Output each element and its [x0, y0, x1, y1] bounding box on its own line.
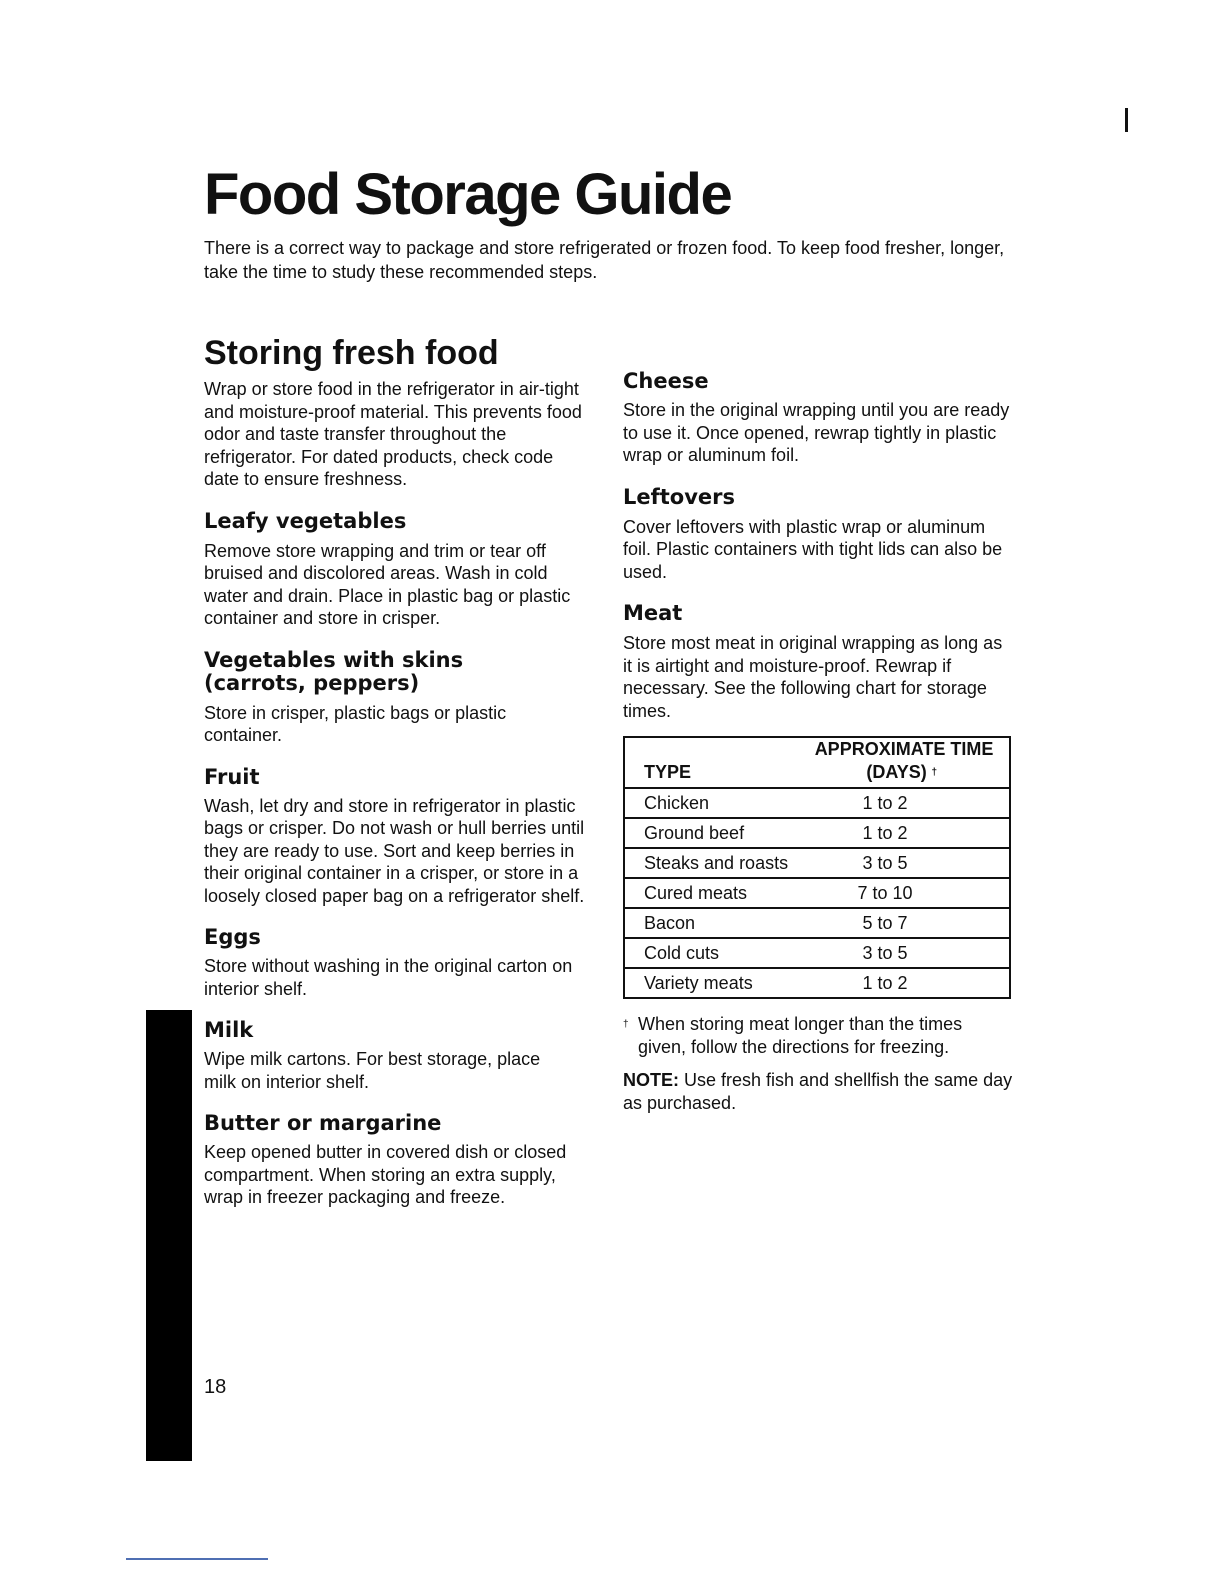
meat-type-cell: Cured meats: [625, 878, 805, 908]
fruit-text: Wash, let dry and store in refrigerator in plastic bags or crisper. Do not wash or hull berries until they are ready to use. Sort and keep berries in their original container in a crisper, or store in a loosely closed paper bag on a refrigerator shelf.: [204, 795, 585, 906]
storage-days-cell: 3 to 5: [805, 938, 1009, 968]
butter-heading: Butter or margarine: [204, 1111, 442, 1135]
bottom-rule: [126, 1558, 268, 1560]
meat-type-cell: Chicken: [625, 788, 805, 818]
table-row: [625, 788, 1009, 818]
storage-days-cell: 1 to 2: [805, 788, 1009, 818]
note: [623, 1069, 1015, 1115]
left-column: [204, 332, 589, 1209]
storage-days-cell: 1 to 2: [805, 818, 1009, 848]
section-heading: Storing fresh food: [204, 334, 499, 372]
storage-days-cell: 7 to 10: [805, 878, 1009, 908]
table-row: [625, 938, 1009, 968]
storage-days-cell: 5 to 7: [805, 908, 1009, 938]
page-title: Food Storage Guide: [204, 162, 732, 227]
eggs-text: Store without washing in the original carton on interior shelf.: [204, 956, 573, 999]
milk-text: Wipe milk cartons. For best storage, place milk on interior shelf.: [204, 1049, 541, 1092]
column-header-time-line1: APPROXIMATE TIME: [814, 739, 994, 759]
column-header-time-line2: (DAYS): [866, 762, 927, 782]
edge-mark: [1125, 108, 1128, 132]
table-row: [625, 848, 1009, 878]
leftovers-heading: Leftovers: [623, 484, 736, 509]
note-text: Use fresh fish and shellfish the same day as purchased.: [623, 1070, 1013, 1113]
meat-storage-table: [623, 736, 1011, 999]
table-row: [625, 878, 1009, 908]
note-label: NOTE:: [623, 1070, 679, 1090]
table-row: [625, 908, 1009, 938]
leafy-vegetables-heading: Leafy vegetables: [204, 508, 407, 533]
meat-heading: Meat: [623, 601, 683, 625]
vegetables-skins-text: Store in crisper, plastic bags or plastic container.: [204, 702, 507, 745]
column-header-type: TYPE: [644, 762, 692, 782]
meat-type-cell: Variety meats: [625, 968, 805, 997]
butter-text: Keep opened butter in covered dish or closed compartment. When storing an extra supply, wrap in freezer packaging and freeze.: [204, 1142, 567, 1207]
section-tab-marker: [146, 1010, 192, 1461]
table-row: [625, 818, 1009, 848]
page-number: 18: [204, 1376, 227, 1398]
vegetables-skins-heading: Vegetables with skins (carrots, peppers): [204, 647, 464, 695]
footnote: [623, 1013, 1015, 1059]
fruit-heading: Fruit: [204, 764, 260, 789]
meat-type-cell: Ground beef: [625, 818, 805, 848]
right-column: [623, 370, 1015, 1115]
meat-type-cell: Steaks and roasts: [625, 848, 805, 878]
storage-days-cell: 3 to 5: [805, 848, 1009, 878]
fresh-intro: Wrap or store food in the refrigerator in air-tight and moisture-proof material. This prevents food odor and taste transfer throughout the refrigerator. For dated products, check code date to ensure freshness.: [204, 379, 582, 489]
meat-text: Store most meat in original wrapping as long as it is airtight and moisture-proof. Rewrap if necessary. See the following chart for storage times.: [623, 633, 1003, 721]
meat-type-cell: Cold cuts: [625, 938, 805, 968]
footnote-text: When storing meat longer than the times given, follow the directions for freezing.: [638, 1014, 963, 1057]
cheese-text: Store in the original wrapping until you are ready to use it. Once opened, rewrap tightly in plastic wrap or aluminum foil.: [623, 400, 1010, 465]
storage-days-cell: 1 to 2: [805, 968, 1009, 997]
dagger-mark: †: [931, 767, 937, 778]
leftovers-text: Cover leftovers with plastic wrap or aluminum foil. Plastic containers with tight lids can also be used.: [623, 516, 1003, 582]
milk-heading: Milk: [204, 1018, 254, 1042]
cheese-heading: Cheese: [623, 369, 709, 393]
table-row: [625, 968, 1009, 997]
table-header-row: [625, 738, 1009, 788]
leafy-vegetables-text: Remove store wrapping and trim or tear off bruised and discolored areas. Wash in cold water and drain. Place in plastic bag or plastic container and store in crisper.: [204, 540, 571, 628]
eggs-heading: Eggs: [204, 925, 261, 949]
footnote-mark: †: [623, 1019, 629, 1030]
column-header-time: [805, 738, 1009, 788]
meat-type-cell: Bacon: [625, 908, 805, 938]
intro-paragraph: There is a correct way to package and store refrigerated or frozen food. To keep food fresher, longer, take the time to study these recommended steps.: [204, 238, 1005, 282]
